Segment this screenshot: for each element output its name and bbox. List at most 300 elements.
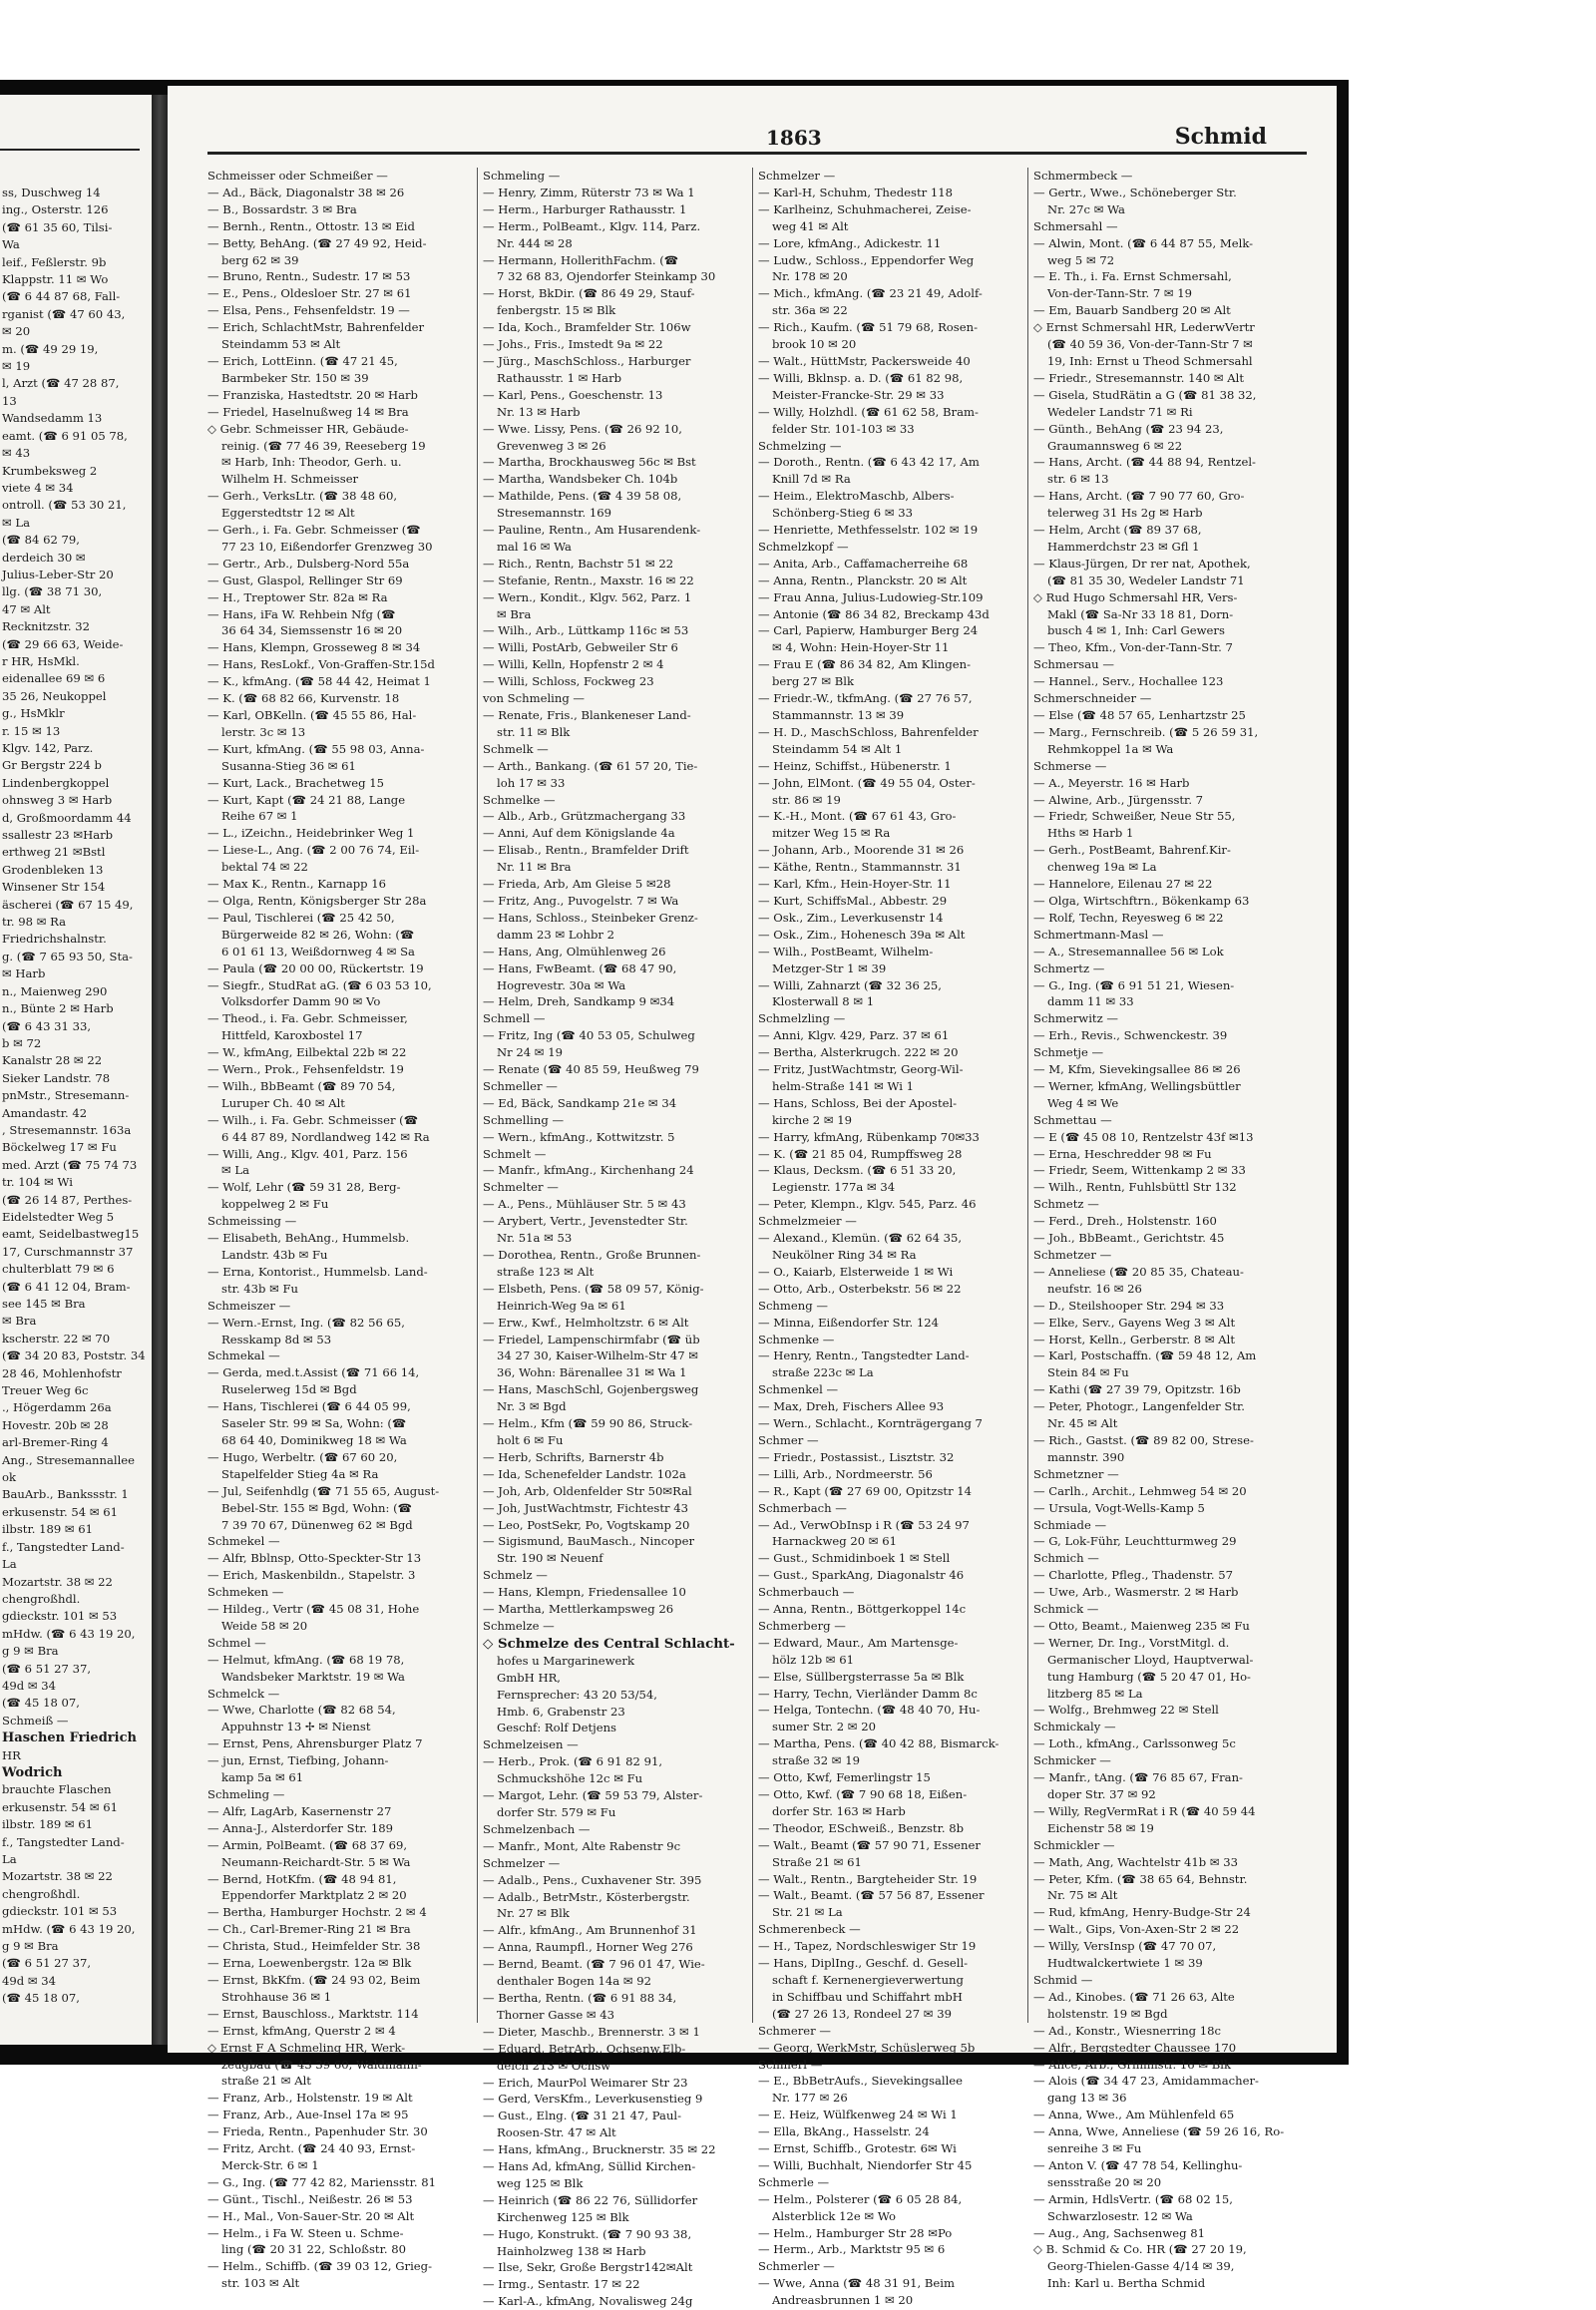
left-page-line: , Stresemannstr. 163a [2, 1122, 132, 1137]
left-page-line: chulterblatt 79 ✉ 6 [2, 1262, 115, 1277]
left-page-line: chengroßhdl. [2, 1886, 81, 1901]
left-page-line: ✉ 20 [2, 324, 31, 339]
page-number: 1863 [766, 126, 822, 150]
directory-entry-line: — Walt., Gips, Von-Axen-Str 2 ✉ 22 [1033, 1922, 1240, 1937]
directory-entry-line: — Klaus, Decksm. (☎ 6 51 33 20, [758, 1163, 957, 1178]
surname-heading: Schmich — [1033, 1551, 1099, 1566]
left-page-line: g 9 ✉ Bra [2, 1644, 59, 1659]
surname-heading: Schmerl — [758, 2057, 823, 2072]
left-page-line: Eidelstedter Weg 5 [2, 1209, 115, 1224]
directory-entry-line: — Peter, Klempn., Klgv. 545, Parz. 46 [758, 1197, 977, 1212]
directory-entry-line: denthaler Bogen 14a ✉ 92 [497, 1974, 652, 1989]
left-page-line: Amandastr. 42 [2, 1105, 88, 1120]
left-page-line: Friedrichshalnstr. [2, 932, 107, 947]
directory-entry-line: — Gerh., VerksLtr. (☎ 38 48 60, [207, 489, 398, 504]
directory-entry-line: straße 21 ✉ Alt [221, 2074, 311, 2089]
directory-entry-line: Makl (☎ Sa-Nr 33 18 81, Dorn- [1047, 606, 1234, 621]
directory-entry-line: — Hugo, Konstrukt. (☎ 7 90 93 38, [483, 2226, 692, 2241]
directory-entry-line: ✉ Harb, Inh: Theodor, Gerh. u. [221, 455, 402, 470]
directory-entry-line: Eggerstedtstr 12 ✉ Alt [221, 506, 355, 521]
directory-entry-line: — Wwe. Lissy, Pens. (☎ 26 92 10, [483, 421, 682, 436]
directory-entry-line: — Karl, Postschaffn. (☎ 59 48 12, Am [1033, 1348, 1257, 1363]
directory-entry-line: kamp 5a ✉ 61 [221, 1770, 304, 1785]
directory-entry-line: — Gertr., Wwe., Schöneberger Str. [1033, 185, 1237, 199]
directory-entry-line: — Wilh., BbBeamt (☎ 89 70 54, [207, 1078, 396, 1093]
running-head: Schmid [1174, 124, 1267, 150]
directory-entry-line: ◇ Schmelze des Central Schlacht- [483, 1635, 735, 1652]
surname-heading: Schmeller — [483, 1078, 558, 1093]
directory-entry-line: — Helm, Dreh, Sandkamp 9 ✉34 [483, 994, 675, 1009]
left-page-line: Gr Bergstr 224 b [2, 758, 102, 773]
left-page-line: derdeich 30 ✉ [2, 550, 86, 565]
directory-entry-line: — Gerda, med.t.Assist (☎ 71 66 14, [207, 1365, 420, 1380]
directory-entry-line: — Anni, Klgv. 429, Parz. 37 ✉ 61 [758, 1028, 950, 1043]
directory-entry-line: — Klaus-Jürgen, Dr rer nat, Apothek, [1033, 556, 1251, 571]
left-page-line: Lindenbergkoppel [2, 775, 110, 790]
directory-entry-line: loh 17 ✉ 33 [497, 775, 566, 790]
directory-entry-line: — Hans, Tischlerei (☎ 6 44 05 99, [207, 1399, 411, 1414]
directory-entry-line: — Antonie (☎ 86 34 82, Breckamp 43d [758, 606, 990, 621]
directory-entry-line: Fernsprecher: 43 20 53/54, [497, 1687, 657, 1702]
surname-heading: Schmekel — [207, 1534, 280, 1549]
directory-entry-line: Roosen-Str. 47 ✉ Alt [497, 2125, 616, 2140]
directory-entry-line: — Wwe, Anna (☎ 48 31 91, Beim [758, 2276, 955, 2291]
directory-entry-line: — Erich, MaurPol Weimarer Str 23 [483, 2075, 688, 2090]
directory-entry-line: str. 6 ✉ 13 [1047, 472, 1109, 487]
directory-entry-line: — Bertha, Rentn. (☎ 6 91 88 34, [483, 1990, 677, 2005]
left-page-line: (☎ 6 51 27 37, [2, 1661, 92, 1676]
directory-entry-line: Harnackweg 20 ✉ 61 [772, 1534, 897, 1549]
left-page-line: Kanalstr 28 ✉ 22 [2, 1053, 103, 1068]
left-page-line: ., Högerdamm 26a [2, 1400, 112, 1415]
book-gutter [152, 95, 168, 2045]
directory-entry-line: — Hans, Archt. (☎ 7 90 77 60, Gro- [1033, 489, 1245, 504]
directory-entry-line: — Wilh., PostBeamt, Wilhelm- [758, 944, 934, 959]
directory-entry-line: holstenstr. 19 ✉ Bgd [1047, 2006, 1168, 2021]
directory-entry-line: — Otto, Kwf, Femerlingstr 15 [758, 1770, 931, 1785]
directory-entry-line: Schwarzlosestr. 12 ✉ Wa [1047, 2208, 1193, 2223]
left-page-line: ✉ 19 [2, 359, 31, 374]
directory-entry-line: — Anton V. (☎ 47 78 54, Kellinghu- [1033, 2157, 1243, 2172]
directory-entry-line: — Elisab., Rentn., Bramfelder Drift [483, 843, 689, 858]
directory-entry-line: — Armin, PolBeamt. (☎ 68 37 69, [207, 1837, 408, 1852]
directory-entry-line: — Paul, Tischlerei (☎ 25 42 50, [207, 910, 395, 925]
directory-entry-line: Hths ✉ Harb 1 [1047, 826, 1134, 841]
directory-entry-line: — Hermann, HollerithFachm. (☎ [483, 252, 679, 267]
surname-heading: Schmeling — [483, 169, 561, 183]
directory-entry-line: busch 4 ✉ 1, Inh: Carl Gewers [1047, 623, 1225, 638]
left-page-line: Grodenbleken 13 [2, 862, 104, 877]
directory-entry-line: — Renate, Fris., Blankeneser Land- [483, 708, 691, 722]
surname-heading: Schmeling — [207, 1787, 285, 1801]
left-page-line: llg. (☎ 38 71 30, [2, 584, 103, 599]
directory-entry-line: — Henriette, Methfesselstr. 102 ✉ 19 [758, 523, 979, 538]
directory-entry-line: — Rud, kfmAng, Henry-Budge-Str 24 [1033, 1905, 1251, 1920]
directory-entry-line: — Anneliese (☎ 20 85 35, Chateau- [1033, 1264, 1244, 1279]
directory-entry-line: — Martha, Wandsbeker Ch. 104b [483, 472, 678, 487]
directory-entry-line: — Carlh., Archit., Lehmweg 54 ✉ 20 [1033, 1483, 1247, 1498]
directory-entry-line: dorfer Str. 163 ✉ Harb [772, 1803, 906, 1818]
directory-entry-line: — Manfr., Mont, Alte Rabenstr 9c [483, 1838, 681, 1853]
directory-entry-line: — H., Mal., Von-Sauer-Str. 20 ✉ Alt [207, 2208, 415, 2223]
directory-entry-line: Str. 190 ✉ Neuenf [497, 1551, 603, 1566]
left-page-line: Julius-Leber-Str 20 [2, 567, 114, 581]
directory-entry-line: — Else (☎ 48 57 65, Lenhartzstr 25 [1033, 708, 1246, 722]
directory-entry-line: — Ernst, Pens, Ahrensburger Platz 7 [207, 1736, 423, 1751]
directory-entry-line: — Willi, Kelln, Hopfenstr 2 ✉ 4 [483, 657, 664, 672]
left-page-line: (☎ 26 14 87, Perthes- [2, 1192, 133, 1207]
left-page-line: Mozartstr. 38 ✉ 22 [2, 1869, 113, 1884]
directory-entry-line: — Helm., Polsterer (☎ 6 05 28 84, [758, 2191, 963, 2206]
directory-entry-line: — K. (☎ 21 85 04, Rumpffsweg 28 [758, 1146, 963, 1161]
directory-entry-line: — K., kfmAng. (☎ 58 44 42, Heimat 1 [207, 674, 431, 689]
directory-entry-line: — Gerd, VersKfm., Leverkusenstieg 9 [483, 2092, 703, 2107]
directory-entry-line: str. 43b ✉ Fu [221, 1281, 299, 1296]
directory-entry-line: 68 64 40, Dominikweg 18 ✉ Wa [221, 1432, 407, 1447]
directory-entry-line: — Alfr., kfmAng., Am Brunnenhof 31 [483, 1923, 697, 1938]
directory-entry-line: — H. D., MaschSchloss, Bahrenfelder [758, 724, 979, 739]
directory-entry-line: — Theo, Kfm., Von-der-Tann-Str. 7 [1033, 640, 1233, 655]
surname-heading: Schmelter — [483, 1180, 559, 1195]
directory-entry-line: zeugbau (☎ 43 39 60, Waldmann- [221, 2057, 422, 2072]
surname-heading: Schmertz — [1033, 961, 1105, 975]
directory-entry-line: — Friedr., Postassist., Lisztstr. 32 [758, 1449, 955, 1464]
surname-heading: Schmekal — [207, 1348, 280, 1363]
directory-entry-line: str. 86 ✉ 19 [772, 792, 841, 807]
header-rule [207, 152, 1307, 155]
surname-heading: Schmermbeck — [1033, 169, 1133, 183]
directory-entry-line: — Dieter, Maschb., Brennerstr. 3 ✉ 1 [483, 2024, 700, 2039]
surname-heading: Schmetzer — [1033, 1248, 1112, 1262]
directory-entry-line: — Alwin, Mont. (☎ 6 44 87 55, Melk- [1033, 235, 1254, 250]
directory-entry-line: — Helmut, kfmAng. (☎ 68 19 78, [207, 1652, 405, 1667]
left-page-line: ssallestr 23 ✉Harb [2, 828, 114, 843]
directory-entry-line: ✉ 4, Wohn: Hein-Hoyer-Str 11 [772, 640, 950, 655]
directory-entry-line: str. 11 ✉ Blk [497, 724, 571, 739]
directory-entry-line: — Martha, Pens. (☎ 40 42 88, Bismarck- [758, 1736, 999, 1751]
directory-entry-line: — Wern., Prok., Fehsenfeldstr. 19 [207, 1062, 404, 1077]
directory-entry-line: — Doroth., Rentn. (☎ 6 43 42 17, Am [758, 455, 980, 470]
left-page-line: Treuer Weg 6c [2, 1383, 89, 1398]
left-page-line: mHdw. (☎ 6 43 19 20, [2, 1921, 136, 1936]
surname-heading: Schmerbach — [758, 1500, 847, 1515]
surname-heading: Schmel — [207, 1635, 266, 1650]
directory-entry-line: — Alfr, LagArb, Kasernenstr 27 [207, 1803, 392, 1818]
directory-entry-line: Nr. 51a ✉ 53 [497, 1231, 573, 1246]
directory-entry-line: — Wern., Kondit., Klgv. 562, Parz. 1 [483, 589, 692, 604]
directory-entry-line: — E. Heiz, Wülfkenweg 24 ✉ Wi 1 [758, 2108, 958, 2122]
directory-entry-line: Steindamm 54 ✉ Alt 1 [772, 741, 903, 756]
directory-entry-line: telerweg 31 Hs 2g ✉ Harb [1047, 506, 1203, 521]
directory-entry-line: — O., Kaiarb, Elsterweide 1 ✉ Wi [758, 1264, 954, 1279]
directory-entry-line: 7 39 70 67, Dünenweg 62 ✉ Bgd [221, 1517, 413, 1532]
directory-entry-line: — Paula (☎ 20 00 00, Rückertstr. 19 [207, 961, 424, 975]
directory-entry-line: — Hannel., Serv., Hochallee 123 [1033, 674, 1224, 689]
directory-entry-line: brook 10 ✉ 20 [772, 337, 857, 352]
directory-entry-line: — Alexand., Klemün. (☎ 62 64 35, [758, 1231, 963, 1246]
surname-heading: Schmerwitz — [1033, 1011, 1118, 1026]
surname-heading: Schmenke — [758, 1332, 835, 1347]
left-page-line: La [2, 1557, 17, 1572]
directory-entry-line: Landstr. 43b ✉ Fu [221, 1248, 328, 1262]
directory-entry-line: — M, Kfm, Sievekingsallee 86 ✉ 26 [1033, 1062, 1241, 1077]
directory-entry-line: — Elke, Serv., Gayens Weg 3 ✉ Alt [1033, 1315, 1236, 1330]
directory-entry-line: — Helm., Schiffb. (☎ 39 03 12, Grieg- [207, 2259, 433, 2274]
directory-entry-line: koppelweg 2 ✉ Fu [221, 1197, 329, 1212]
directory-entry-line: Weide 58 ✉ 20 [221, 1618, 308, 1633]
left-page-fragment [0, 95, 152, 2045]
column-4 [1033, 168, 1297, 2292]
directory-entry-line: — Otto, Arb., Osterbekstr. 56 ✉ 22 [758, 1281, 962, 1296]
directory-entry-line: Hainholzweg 138 ✉ Harb [497, 2243, 646, 2258]
directory-entry-line: — G., Ing. (☎ 77 42 82, Mariensstr. 81 [207, 2174, 436, 2189]
directory-entry-line: — Peter, Photogr., Langenfelder Str. [1033, 1399, 1245, 1414]
left-page-line: Recknitzstr. 32 [2, 619, 91, 634]
directory-entry-line: — Ella, BkAng., Hasselstr. 24 [758, 2124, 930, 2139]
directory-entry-line: — Günt., Tischl., Neißestr. 26 ✉ 53 [207, 2191, 413, 2206]
directory-entry-line: — Willy, RegVermRat i R (☎ 40 59 44 [1033, 1803, 1256, 1818]
directory-entry-line: — Bernd, HotKfm. (☎ 48 94 81, [207, 1871, 397, 1886]
directory-entry-line: — Rich., Gastst. (☎ 89 82 00, Strese- [1033, 1432, 1254, 1447]
directory-entry-line: — Osk., Zim., Leverkusenstr 14 [758, 910, 944, 925]
directory-entry-line: Str. 21 ✉ La [772, 1905, 843, 1920]
directory-entry-line: — Ernst, Schiffb., Grotestr. 6✉ Wi [758, 2141, 957, 2156]
left-page-line: m. (☎ 49 29 19, [2, 341, 99, 356]
directory-entry-line: — Gust., Elng. (☎ 31 21 47, Paul- [483, 2109, 682, 2123]
directory-entry-line: — Walt., Rentn., Bargteheider Str. 19 [758, 1871, 978, 1886]
directory-entry-line: helm-Straße 141 ✉ Wi 1 [772, 1078, 914, 1093]
left-page-line: Klappstr. 11 ✉ Wo [2, 272, 109, 287]
directory-entry-line: — Willy, Holzhdl. (☎ 61 62 58, Bram- [758, 404, 979, 419]
left-page-line: med. Arzt (☎ 75 74 73 [2, 1157, 138, 1172]
directory-entry-line: — Hannelore, Eilenau 27 ✉ 22 [1033, 877, 1213, 892]
directory-entry-line: lerstr. 3c ✉ 13 [221, 724, 306, 739]
directory-entry-line: 19, Inh: Ernst u Theod Schmersahl [1047, 353, 1253, 368]
left-page-line: r HR, HsMkl. [2, 653, 80, 668]
directory-entry-line: Nr. 177 ✉ 26 [772, 2091, 848, 2106]
directory-entry-line: — Otto, Kwf. (☎ 7 90 68 18, Eißen- [758, 1787, 968, 1801]
directory-entry-line: — A., Pens., Mühläuser Str. 5 ✉ 43 [483, 1197, 686, 1212]
directory-entry-line: — Ad., VerwObInsp i R (☎ 53 24 97 [758, 1517, 970, 1532]
directory-entry-line: Susanna-Stieg 36 ✉ 61 [221, 758, 356, 773]
column-divider [752, 168, 753, 2023]
directory-entry-line: 6 44 87 89, Nordlandweg 142 ✉ Ra [221, 1129, 430, 1144]
directory-entry-line: — Hans, DiplIng., Geschf. d. Gesell- [758, 1956, 969, 1971]
directory-entry-line: — Ilse, Sekr, Große Bergstr142✉Alt [483, 2260, 693, 2275]
surname-heading: Schmelke — [483, 792, 556, 807]
left-page-line: La [2, 1852, 17, 1866]
directory-entry-line: — Helm., i Fa W. Steen u. Schme- [207, 2225, 404, 2240]
directory-entry-line: — E. Th., i. Fa. Ernst Schmersahl, [1033, 269, 1232, 284]
directory-entry-line: — Kurt, Lack., Brachetweg 15 [207, 775, 385, 790]
directory-entry-line: — Wwe, Charlotte (☎ 82 68 54, [207, 1703, 396, 1718]
directory-entry-line: — Siegfr., StudRat aG. (☎ 6 03 53 10, [207, 977, 432, 992]
surname-heading: Schmelzkopf — [758, 539, 849, 554]
directory-entry-line: — Erna, Loewenbergstr. 12a ✉ Blk [207, 1956, 412, 1971]
directory-entry-line: — Anna-J., Alsterdorfer Str. 189 [207, 1820, 394, 1835]
directory-entry-line: — Horst, Kelln., Gerberstr. 8 ✉ Alt [1033, 1332, 1235, 1347]
left-page-line: Haschen Friedrich [2, 1731, 137, 1746]
directory-entry-line: Saseler Str. 99 ✉ Sa, Wohn: (☎ [221, 1416, 407, 1431]
surname-heading: Schmelzmeier — [758, 1214, 857, 1229]
directory-entry-line: — Frieda, Arb, Am Gleise 5 ✉28 [483, 877, 671, 892]
surname-heading: Schmelt — [483, 1146, 547, 1161]
directory-entry-line: — Minna, Eißendorfer Str. 124 [758, 1315, 940, 1330]
directory-entry-line: — Anna, Wwe., Am Mühlenfeld 65 [1033, 2108, 1235, 2122]
directory-entry-line: — Franz, Arb., Aue-Insel 17a ✉ 95 [207, 2108, 409, 2122]
directory-entry-line: — Karl-A., kfmAng, Novalisweg 24g [483, 2294, 693, 2309]
directory-entry-line: — Heinrich (☎ 86 22 76, Süllidorfer [483, 2192, 698, 2207]
surname-heading: Schmeken — [207, 1585, 284, 1600]
directory-entry-line: — Anna, Wwe, Anneliese (☎ 59 26 16, Ro- [1033, 2124, 1285, 2139]
left-page-line: arl-Bremer-Ring 4 [2, 1435, 109, 1450]
directory-entry-line: Hogrevestr. 30a ✉ Wa [497, 977, 626, 992]
directory-entry-line: — Renate (☎ 40 85 59, Heußweg 79 [483, 1062, 699, 1077]
directory-entry-line: — Sigismund, BauMasch., Nincoper [483, 1534, 694, 1549]
directory-entry-line: — Willi, PostArb, Gebweiler Str 6 [483, 640, 678, 655]
directory-entry-line: Hittfeld, Karoxbostel 17 [221, 1028, 363, 1043]
directory-page [168, 86, 1337, 2309]
surname-heading: Schmelzling — [758, 1011, 846, 1026]
directory-entry-line: — Willi, Ang., Klgv. 401, Parz. 156 [207, 1146, 408, 1161]
directory-entry-line: Neumann-Reichardt-Str. 5 ✉ Wa [221, 1854, 411, 1869]
directory-entry-line: — Olga, Rentn, Königsberger Str 28a [207, 893, 427, 908]
left-page-line: leif., Feßlerstr. 9b [2, 254, 107, 269]
directory-entry-line: — Christa, Stud., Heimfelder Str. 38 [207, 1939, 421, 1954]
directory-entry-line: — E (☎ 45 08 10, Rentzelstr 43f ✉13 [1033, 1129, 1254, 1144]
surname-heading: Schmicker — [1033, 1753, 1111, 1768]
directory-entry-line: kirche 2 ✉ 19 [772, 1112, 852, 1127]
directory-entry-line: chenweg 19a ✉ La [1047, 860, 1157, 875]
directory-entry-line: weg 41 ✉ Alt [772, 218, 849, 233]
left-page-line: (☎ 6 44 87 68, Fall- [2, 289, 121, 304]
directory-entry-line: Heinrich-Weg 9a ✉ 61 [497, 1298, 626, 1313]
left-page-line: (☎ 45 18 07, [2, 1696, 80, 1711]
directory-entry-line: Rehmkoppel 1a ✉ Wa [1047, 741, 1174, 756]
left-page-line: (☎ 6 43 31 33, [2, 1018, 92, 1033]
directory-entry-line: — Betty, BehAng. (☎ 27 49 92, Heid- [207, 235, 427, 250]
directory-entry-line: — Bernd, Beamt. (☎ 7 96 01 47, Wie- [483, 1957, 705, 1972]
directory-entry-line: — Karlheinz, Schuhmacherei, Zeise- [758, 201, 972, 216]
directory-entry-line: Nr. 27 ✉ Blk [497, 1906, 570, 1921]
directory-entry-line: — Wern., Schlacht., Kornträgergang 7 [758, 1416, 983, 1431]
directory-entry-line: — Hans, iFa W. Rehbein Nfg (☎ [207, 606, 396, 621]
column-divider [1027, 168, 1028, 2023]
directory-entry-line: 6 01 61 13, Weißdornweg 4 ✉ Sa [221, 944, 415, 959]
directory-entry-line: — Elsa, Pens., Fehsenfeldstr. 19 — [207, 303, 410, 318]
directory-entry-line: Merck-Str. 6 ✉ 1 [221, 2157, 319, 2172]
directory-entry-line: Legienstr. 177a ✉ 34 [772, 1180, 896, 1195]
directory-entry-line: — Harry, kfmAng, Rübenkamp 70✉33 [758, 1129, 980, 1144]
directory-entry-line: (☎ 27 26 13, Rondeel 27 ✉ 39 [772, 2006, 952, 2021]
directory-entry-line: GmbH HR, [497, 1670, 561, 1685]
directory-entry-line: — Walt., Beamt. (☎ 57 56 87, Essener [758, 1888, 985, 1903]
directory-entry-line: Graumannsweg 6 ✉ 22 [1047, 438, 1183, 453]
directory-entry-line: — Hans Ad, kfmAng, Süllid Kirchen- [483, 2159, 696, 2174]
directory-entry-line: — Rolf, Techn, Reyesweg 6 ✉ 22 [1033, 910, 1224, 925]
surname-heading: Schmerse — [1033, 758, 1107, 773]
directory-entry-line: — A., Stresemannallee 56 ✉ Lok [1033, 944, 1224, 959]
directory-entry-line: fenbergstr. 15 ✉ Blk [497, 303, 616, 318]
left-page-line: l, Arzt (☎ 47 28 87, [2, 376, 120, 391]
directory-entry-line: — Kurt, SchiffsMal., Abbestr. 29 [758, 893, 948, 908]
directory-entry-line: damm 11 ✉ 33 [1047, 994, 1134, 1009]
directory-entry-line: dorfer Str. 579 ✉ Fu [497, 1805, 616, 1819]
directory-entry-line: — Jul, Seifenhdlg (☎ 71 55 65, August- [207, 1483, 440, 1498]
left-page-line: Schmeiß — [2, 1713, 69, 1728]
left-page-line: 17, Curschmannstr 37 [2, 1244, 134, 1259]
directory-entry-line: Stapelfelder Stieg 4a ✉ Ra [221, 1466, 379, 1481]
directory-entry-line: — Alfr., Bergstedter Chaussee 170 [1033, 2040, 1237, 2055]
directory-entry-line: — Arybert, Vertr., Jevenstedter Str. [483, 1214, 688, 1229]
directory-entry-line: Geschf: Rolf Detjens [497, 1721, 616, 1735]
directory-entry-line: — Fritz, Ang., Puvogelstr. 7 ✉ Wa [483, 893, 679, 908]
directory-entry-line: Steindamm 53 ✉ Alt [221, 337, 341, 352]
directory-entry-line: — Werner, Dr. Ing., VorstMitgl. d. [1033, 1635, 1230, 1650]
directory-entry-line: — Helm., Hamburger Str 28 ✉Po [758, 2225, 953, 2240]
directory-entry-line: — Friedr., Stresemannstr. 140 ✉ Alt [1033, 370, 1245, 385]
directory-entry-line: — Wern., kfmAng., Kottwitzstr. 5 [483, 1129, 675, 1144]
directory-entry-line: — Hans, MaschSchl, Gojenbergsweg [483, 1382, 699, 1397]
directory-entry-line: — Wilh., Arb., Lüttkamp 116c ✉ 53 [483, 623, 689, 638]
left-page-line: r. 15 ✉ 13 [2, 723, 61, 738]
directory-entry-line: — Friedel, Lampenschirmfabr (☎ üb [483, 1332, 700, 1347]
directory-entry-line: — Mathilde, Pens. (☎ 4 39 58 08, [483, 489, 682, 504]
surname-heading: Schmickaly — [1033, 1720, 1116, 1734]
directory-entry-line: — Alwine, Arb., Jürgensstr. 7 [1033, 792, 1204, 807]
surname-heading: Schmerenbeck — [758, 1922, 861, 1937]
directory-entry-line: reinig. (☎ 77 46 39, Reeseberg 19 [221, 438, 426, 453]
directory-entry-line: Hudtwalckertwiete 1 ✉ 39 [1047, 1956, 1203, 1971]
left-page-line: Böckelweg 17 ✉ Fu [2, 1140, 117, 1155]
directory-entry-line: — Franziska, Hastedtstr. 20 ✉ Harb [207, 387, 418, 402]
surname-heading: Schmersau — [1033, 657, 1114, 672]
surname-heading: Schmiade — [1033, 1517, 1107, 1532]
directory-entry-line: — Em, Bauarb Sandberg 20 ✉ Alt [1033, 303, 1231, 318]
left-page-line: ✉ 43 [2, 446, 31, 461]
left-page-line: g 9 ✉ Bra [2, 1939, 59, 1954]
directory-entry-line: ◇ Ernst F A Schmeling HR, Werk- [207, 2040, 406, 2055]
left-page-line: Klgv. 142, Parz. [2, 741, 94, 755]
directory-entry-line: — Frau Anna, Julius-Ludowieg-Str.109 [758, 589, 984, 604]
directory-entry-line: — Gerh., i. Fa. Gebr. Schmeisser (☎ [207, 523, 421, 538]
directory-entry-line: — Adalb., BetrMstr., Kösterbergstr. [483, 1889, 690, 1904]
directory-entry-line: 36, Wohn: Bärenallee 31 ✉ Wa 1 [497, 1365, 687, 1380]
directory-entry-line: — Gust., SparkAng, Diagonalstr 46 [758, 1568, 965, 1583]
left-page-line: 49d ✉ 34 [2, 1973, 57, 1988]
directory-entry-line: — Anna, Rentn., Böttgerkoppel 14c [758, 1602, 967, 1617]
directory-entry-line: Metzger-Str 1 ✉ 39 [772, 961, 887, 975]
left-page-line: b ✉ 72 [2, 1035, 42, 1050]
left-page-line: Mozartstr. 38 ✉ 22 [2, 1574, 113, 1589]
left-page-line: 13 [2, 393, 17, 408]
directory-entry-line: — Theodor, ESchweiß., Benzstr. 8b [758, 1820, 965, 1835]
directory-entry-line: Thorner Gasse ✉ 43 [497, 2007, 615, 2022]
directory-entry-line: — Hans, ResLokf., Von-Graffen-Str.15d [207, 657, 435, 672]
directory-entry-line: — Anna, Rentn., Planckstr. 20 ✉ Alt [758, 573, 968, 587]
directory-entry-line: — Osk., Zim., Hohenesch 39a ✉ Alt [758, 927, 966, 942]
directory-entry-line: hofes u Margarinewerk [497, 1653, 634, 1668]
directory-entry-line: Schmuckshöhe 12c ✉ Fu [497, 1771, 643, 1786]
directory-entry-line: — Karl, Pens., Goeschenstr. 13 [483, 387, 663, 402]
surname-heading: Schmelzing — [758, 438, 842, 453]
directory-entry-line: Nr. 13 ✉ Harb [497, 404, 581, 419]
directory-entry-line: — G, Lok-Führ, Leuchtturmweg 29 [1033, 1534, 1237, 1549]
surname-heading: Schmick — [1033, 1602, 1099, 1617]
directory-entry-line: — Bruno, Rentn., Sudestr. 17 ✉ 53 [207, 269, 411, 284]
directory-entry-line: — Erich, SchlachtMstr, Bahrenfelder [207, 320, 425, 335]
left-page-line: BauArb., Bankssstr. 1 [2, 1487, 129, 1502]
